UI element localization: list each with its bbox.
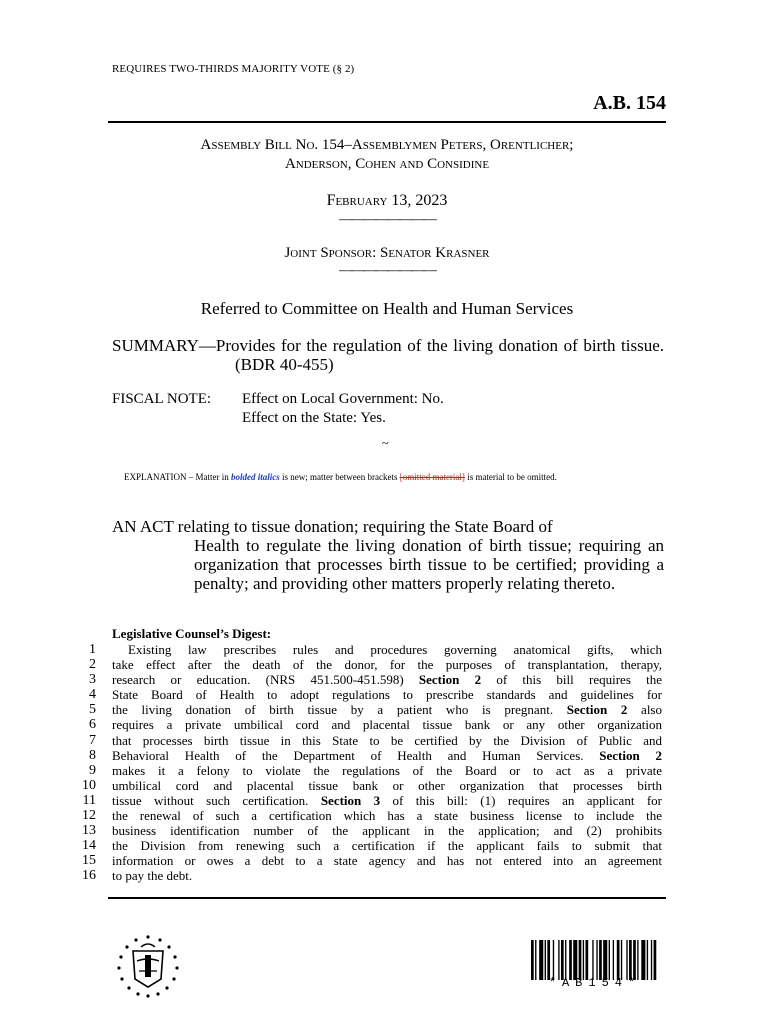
barcode-bar	[558, 940, 559, 980]
fiscal-state: Effect on the State: Yes.	[242, 410, 386, 426]
digest-line: to pay the debt.	[112, 868, 193, 884]
joint-sponsor: Joint Sponsor: Senator Krasner	[284, 245, 490, 261]
digest-line: research or education. (NRS 451.500-451.598) Section 2 of this bill requires the	[112, 672, 662, 688]
digest-line: that processes birth tissue in this State to be certified by the Division of Public and	[112, 732, 662, 748]
line-number: 10	[82, 777, 96, 793]
barcode-bar	[535, 940, 536, 980]
line-number: 12	[82, 808, 96, 824]
bill-title-line-1: Assembly Bill No. 154–Assemblymen Peters, Orentlicher;	[200, 137, 574, 153]
digest-heading: Legislative Counsel’s Digest:	[112, 626, 272, 641]
line-number: 4	[89, 687, 96, 703]
digest-line: umbilical cord and placental tissue bank or other organization that processes birth	[112, 777, 662, 793]
barcode-bar	[579, 940, 582, 980]
line-number: 2	[89, 657, 96, 673]
barcode-bar	[603, 940, 607, 980]
line-numbers	[74, 642, 96, 884]
barcode-bar	[553, 940, 554, 980]
summary	[112, 336, 664, 374]
barcode-bar	[596, 940, 597, 980]
explanation	[124, 472, 557, 482]
bill-title-line-2: Anderson, Cohen and Considine	[284, 156, 490, 172]
digest-line: tissue without such certification. Section 3 of this bill: (1) requires an applicant for	[112, 792, 662, 808]
barcode-bar	[565, 940, 566, 980]
barcode-bar	[641, 940, 645, 980]
fiscal-note	[112, 390, 444, 428]
barcode-bar	[654, 940, 657, 980]
separator-1: ————————	[339, 212, 435, 227]
digest-line: the living donation of birth tissue by a patient who is pregnant. Section 2 also	[112, 702, 662, 718]
barcode-bar	[547, 940, 550, 980]
barcode-bar	[583, 940, 584, 980]
barcode-bar	[613, 940, 614, 980]
summary-text: —Provides for the regulation of the living donation of birth tissue. (BDR 40-455)	[198, 336, 664, 374]
barcode-bar	[629, 940, 632, 980]
barcode-bar	[621, 940, 622, 980]
digest-line: the Division from renewing such a certification if the applicant fails to submit that	[112, 838, 662, 854]
barcode-bar	[647, 940, 648, 980]
line-number: 8	[89, 747, 96, 763]
barcode-bar	[609, 940, 610, 980]
barcode-bar	[569, 940, 572, 980]
separator-2: ————————	[339, 263, 435, 278]
digest-line: take effect after the death of the donor, for the purposes of transplantation, therapy,	[112, 657, 662, 673]
explanation-prefix: EXPLANATION – Matter in	[124, 472, 231, 482]
line-number: 1	[89, 642, 96, 657]
digest-body	[112, 642, 662, 884]
line-number: 6	[89, 717, 96, 733]
explanation-omitted: [omitted material]	[399, 472, 465, 482]
line-number: 16	[82, 868, 96, 884]
digest-line: Existing law prescribes rules and procedures governing anatomical gifts, which	[128, 642, 662, 657]
bill-date: February 13, 2023	[326, 192, 448, 209]
explanation-middle: is new; matter between brackets	[279, 472, 400, 482]
line-number: 3	[89, 672, 96, 688]
section-reference: Section 3	[320, 792, 381, 808]
bill-number: A.B. 154	[593, 92, 666, 114]
barcode-bar	[626, 940, 627, 980]
digest-line: makes it a felony to violate the regulations of the Board or to act as a private	[112, 762, 662, 778]
barcode-bar	[573, 940, 577, 980]
barcode-bar	[592, 940, 593, 980]
barcode-bar	[531, 940, 534, 980]
barcode-bar	[617, 940, 620, 980]
digest-line: information or owes a debt to a state agency and has not entered into an agreement	[112, 853, 662, 869]
section-reference: Section 2	[599, 747, 662, 763]
committee-referral: Referred to Committee on Health and Human Services	[200, 299, 574, 318]
vote-requirement: REQUIRES TWO-THIRDS MAJORITY VOTE (§ 2)	[112, 63, 355, 75]
explanation-suffix: is material to be omitted.	[464, 472, 557, 482]
digest-line: requires a private umbilical cord and placental tissue bank or any other organization	[112, 717, 662, 733]
line-number: 9	[89, 762, 96, 778]
act-first-line: AN ACT relating to tissue donation; requiring the State Board of	[112, 517, 553, 536]
barcode-bar	[633, 940, 636, 980]
digest-line: business identification number of the applicant in the application; and (2) prohibits	[112, 823, 662, 839]
line-number: 5	[89, 702, 96, 718]
barcode-bar	[637, 940, 638, 980]
explanation-bolded: bolded italics	[231, 472, 280, 482]
digest-line: Behavioral Health of the Department of Health and Human Services. Section 2	[112, 747, 662, 763]
barcode-bar	[599, 940, 602, 980]
line-number: 13	[82, 823, 96, 839]
barcode-bar	[585, 940, 588, 980]
barcode-icon	[531, 940, 659, 980]
line-number: 11	[82, 792, 96, 808]
barcode-text: *AB154*	[548, 976, 642, 990]
barcode-bar	[561, 940, 564, 980]
line-number: 7	[89, 732, 96, 748]
digest-line: State Board of Health to adopt regulations to prescribe standards and guidelines for	[112, 687, 662, 703]
nevada-seal-icon	[115, 933, 181, 999]
barcode-bar	[651, 940, 652, 980]
bill-title	[108, 136, 666, 174]
section-reference: Section 2	[418, 672, 482, 688]
line-number: 14	[82, 838, 96, 854]
fiscal-local: Effect on Local Government: No.	[242, 391, 444, 407]
barcode-bar	[539, 940, 543, 980]
summary-label: SUMMARY	[112, 336, 199, 355]
act-title	[112, 517, 664, 593]
act-rest: Health to regulate the living donation of birth tissue; requiring an organization that processes birth tissue to be certified; providing a penalty; and providing other matters properly relating thereto.	[194, 536, 664, 593]
tilde-separator: ~	[382, 436, 389, 450]
section-reference: Section 2	[566, 702, 628, 718]
bottom-rule	[108, 897, 666, 899]
digest-line: the renewal of such a certification which has a state business license to include the	[112, 808, 662, 824]
barcode-bar	[545, 940, 546, 980]
line-number: 15	[82, 853, 96, 869]
fiscal-note-label: FISCAL NOTE:	[112, 391, 212, 407]
top-rule	[108, 121, 666, 123]
